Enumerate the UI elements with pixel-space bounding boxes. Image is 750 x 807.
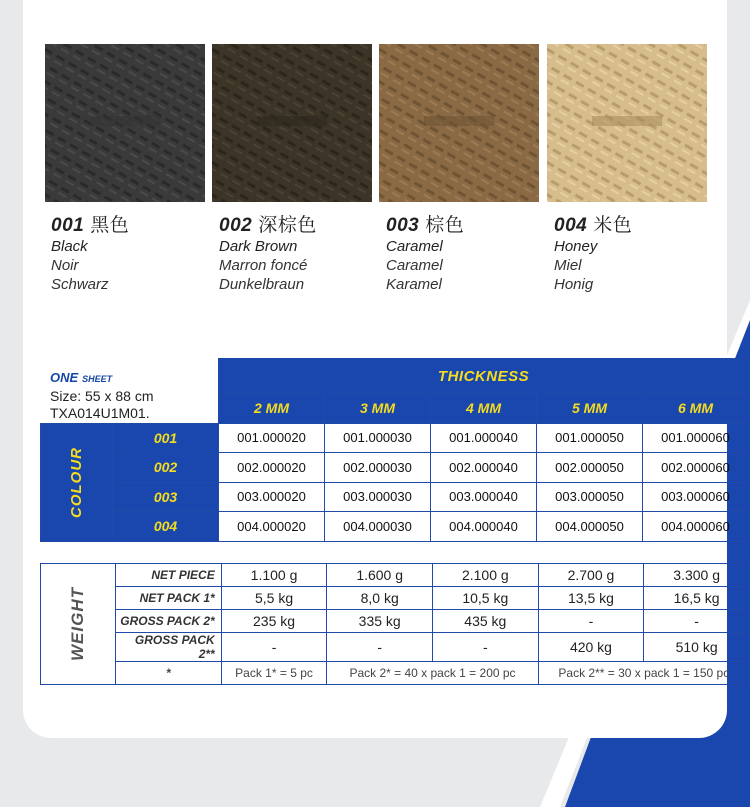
ref-cell: 004.000040 [431,512,537,542]
thickness-col-5mm: 5 MM [537,394,643,424]
swatch-label-002: 002 深棕色 Dark Brown Marron foncé Dunkelbraun [219,214,317,293]
swatch-image-003 [379,44,539,202]
weight-cell: 16,5 kg [644,587,750,610]
swatch-label-001: 001 黑色 Black Noir Schwarz [51,214,130,293]
weight-cell: - [538,610,644,633]
colour-code: 003 [113,482,219,512]
sheet-ref: TXA014U1M01. [50,405,150,421]
thickness-col-4mm: 4 MM [431,394,537,424]
ref-cell: 003.000040 [431,482,537,512]
weight-cell: 5,5 kg [221,587,327,610]
weight-cell: 420 kg [538,633,644,662]
thickness-col-2mm: 2 MM [219,394,325,424]
weight-cell: - [644,610,750,633]
table-row [41,482,749,512]
table-row [41,512,749,542]
table-row [41,587,750,610]
weight-cell: 435 kg [433,610,539,633]
weight-cell: 2.700 g [538,564,644,587]
note-pack1: Pack 1* = 5 pc [221,662,327,685]
note-pack2: Pack 2* = 40 x pack 1 = 200 pc [327,662,538,685]
weight-cell: 235 kg [221,610,327,633]
swatch-image-004 [547,44,707,202]
table-row [41,423,749,453]
row-label: NET PIECE [116,564,222,587]
weight-cell: - [327,633,433,662]
notes-star: * [116,662,222,685]
weight-cell: - [221,633,327,662]
row-label: GROSS PACK 2* [116,610,222,633]
weight-cell: 1.100 g [221,564,327,587]
ref-cell: 004.000030 [325,512,431,542]
colour-code: 001 [113,423,219,453]
ref-cell: 004.000020 [219,512,325,542]
table-row [41,610,750,633]
ref-cell: 002.000040 [431,453,537,483]
weight-label: WEIGHT [41,564,116,685]
weight-cell: 8,0 kg [327,587,433,610]
ref-cell: 001.000040 [431,423,537,453]
ref-cell: 003.000030 [325,482,431,512]
ref-cell: 004.000060 [643,512,749,542]
ref-cell: 002.000050 [537,453,643,483]
weight-cell: 335 kg [327,610,433,633]
sheet-info: ONE SHEET Size: 55 x 88 cm TXA014U1M01. [50,370,154,421]
weight-cell: 2.100 g [433,564,539,587]
thickness-header: THICKNESS [219,359,749,394]
ref-cell: 002.000030 [325,453,431,483]
ref-cell: 002.000060 [643,453,749,483]
weight-cell: 3.300 g [644,564,750,587]
notes-row [41,662,750,685]
ref-cell: 002.000020 [219,453,325,483]
swatch-image-002 [212,44,372,202]
ref-cell: 003.000060 [643,482,749,512]
ref-cell: 001.000050 [537,423,643,453]
thickness-col-6mm: 6 MM [643,394,749,424]
colour-code: 002 [113,453,219,483]
ref-cell: 003.000050 [537,482,643,512]
ref-cell: 003.000020 [219,482,325,512]
weight-cell: - [433,633,539,662]
weight-table [40,563,750,685]
ref-cell: 001.000030 [325,423,431,453]
weight-cell: 510 kg [644,633,750,662]
weight-cell: 10,5 kg [433,587,539,610]
swatch-image-001 [45,44,205,202]
table-row [41,564,750,587]
table-row [41,453,749,483]
sheet-size: Size: 55 x 88 cm [50,388,154,404]
row-label: GROSS PACK 2** [116,633,222,662]
weight-cell: 13,5 kg [538,587,644,610]
colour-code: 004 [113,512,219,542]
row-label: NET PACK 1* [116,587,222,610]
swatch-label-003: 003 棕色 Caramel Caramel Karamel [386,214,465,293]
ref-cell: 004.000050 [537,512,643,542]
ref-cell: 001.000020 [219,423,325,453]
table-row [41,633,750,662]
ref-cell: 001.000060 [643,423,749,453]
weight-cell: 1.600 g [327,564,433,587]
colour-label: COLOUR [41,423,113,541]
swatch-label-004: 004 米色 Honey Miel Honig [554,214,633,293]
note-pack3: Pack 2** = 30 x pack 1 = 150 pc [538,662,749,685]
thickness-col-3mm: 3 MM [325,394,431,424]
